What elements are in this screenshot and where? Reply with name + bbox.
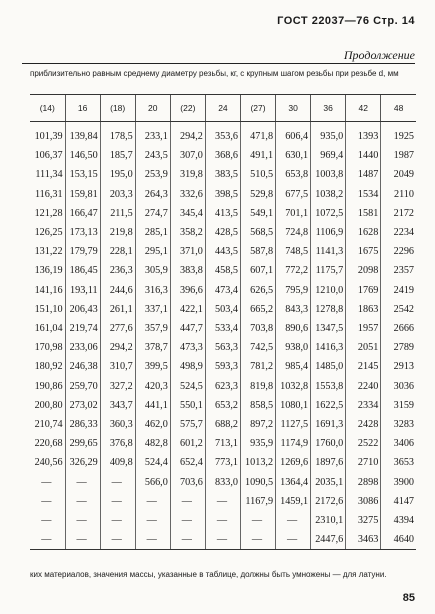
table-cell: 206,43 (65, 300, 100, 319)
table-row (30, 165, 416, 184)
table-cell: 1090,5 (240, 473, 275, 492)
table-cell: 195,0 (100, 165, 135, 184)
table-cell: 677,5 (276, 185, 311, 204)
table-cell: 159,81 (65, 185, 100, 204)
table-cell: 178,5 (100, 122, 135, 147)
table-cell: 653,8 (276, 165, 311, 184)
table-header-row (30, 95, 416, 122)
table-cell: — (100, 530, 135, 550)
table-cell: 1628 (346, 223, 381, 242)
table-cell: 1987 (381, 146, 416, 165)
table-cell: 2542 (381, 300, 416, 319)
table-cell: 2428 (346, 415, 381, 434)
footnote: ких материалов, значения массы, указанные в таблице, должны быть умножены — для латуни. (30, 570, 387, 579)
table-cell: 447,7 (170, 319, 205, 338)
table-cell: 153,15 (65, 165, 100, 184)
table-cell: 210,74 (34, 419, 63, 431)
table-cell: 601,2 (170, 434, 205, 453)
table-cell: 652,4 (170, 453, 205, 472)
table-cell: 524,5 (170, 377, 205, 396)
table-cell: 3036 (381, 377, 416, 396)
table-row (30, 223, 416, 242)
table-cell: 4147 (381, 492, 416, 511)
table-cell: 563,3 (205, 338, 240, 357)
table-cell: 274,7 (135, 204, 170, 223)
table-cell: 1210,0 (311, 281, 346, 300)
table-cell: 1167,9 (240, 492, 275, 511)
table-cell: 443,5 (205, 242, 240, 261)
table-cell: 1106,9 (311, 223, 346, 242)
table-cell: 713,1 (205, 434, 240, 453)
table-cell: 368,6 (205, 146, 240, 165)
table-cell: 193,11 (65, 281, 100, 300)
table-cell: 295,1 (135, 242, 170, 261)
table-cell: 170,98 (34, 342, 63, 354)
table-cell: 1581 (346, 204, 381, 223)
table-cell: 246,38 (65, 357, 100, 376)
table-cell: 219,74 (65, 319, 100, 338)
table-cell: 935,9 (240, 434, 275, 453)
table-row (30, 511, 416, 530)
table-cell: 2035,1 (311, 473, 346, 492)
table-cell: 833,0 (205, 473, 240, 492)
table-cell: 2419 (381, 281, 416, 300)
table-cell: 1174,9 (276, 434, 311, 453)
table-cell: 101,39 (34, 131, 63, 142)
table-cell: 383,5 (205, 165, 240, 184)
table-row (30, 530, 416, 550)
table-cell: — (100, 473, 135, 492)
table-cell: 228,1 (100, 242, 135, 261)
table-cell: 337,1 (135, 300, 170, 319)
standard-number: ГОСТ 22037—76 (277, 15, 370, 27)
table-cell: 1127,5 (276, 415, 311, 434)
table-cell: — (30, 530, 65, 550)
column-header: (14) (30, 95, 65, 122)
table-cell: 116,31 (34, 188, 63, 200)
table-cell: 566,0 (135, 473, 170, 492)
table-cell: — (65, 530, 100, 550)
table-cell: 587,8 (240, 242, 275, 261)
table-cell: 166,47 (65, 204, 100, 223)
table-cell: 1003,8 (311, 165, 346, 184)
table-cell: 473,3 (170, 338, 205, 357)
continuation-label: Продолжение (343, 48, 415, 62)
table-cell: 607,1 (240, 261, 275, 280)
table-cell: — (240, 511, 275, 530)
table-cell: 3900 (381, 473, 416, 492)
table-cell: — (240, 530, 275, 550)
table-cell: 1393 (346, 122, 381, 147)
table-cell: 3406 (381, 434, 416, 453)
table-cell: 139,84 (65, 122, 100, 147)
table-cell: 398,5 (205, 185, 240, 204)
table-cell: — (135, 530, 170, 550)
table-cell: 2710 (346, 453, 381, 472)
table-cell: 935,0 (311, 122, 346, 147)
table-cell: 795,9 (276, 281, 311, 300)
table-row (30, 377, 416, 396)
table-cell: 371,0 (170, 242, 205, 261)
table-cell: 253,9 (135, 165, 170, 184)
table-cell: 1013,2 (240, 453, 275, 472)
table-cell: 326,29 (65, 453, 100, 472)
table-cell: 1416,3 (311, 338, 346, 357)
table-cell: 305,9 (135, 261, 170, 280)
table-cell: 1269,6 (276, 453, 311, 472)
table-cell: 593,3 (205, 357, 240, 376)
table-cell: 533,4 (205, 319, 240, 338)
table-cell: 2049 (381, 165, 416, 184)
table-cell: — (205, 492, 240, 511)
table-cell: 748,5 (276, 242, 311, 261)
table-cell: 409,8 (100, 453, 135, 472)
table-cell: 2310,1 (311, 511, 346, 530)
table-cell: 575,7 (170, 415, 205, 434)
column-header: 24 (205, 95, 240, 122)
table-cell: 510,5 (240, 165, 275, 184)
table-cell: 1691,3 (311, 415, 346, 434)
table-cell: 121,28 (34, 207, 63, 219)
table-cell: 211,5 (100, 204, 135, 223)
table-cell: — (170, 511, 205, 530)
table-cell: 3283 (381, 415, 416, 434)
table-cell: 858,5 (240, 396, 275, 415)
table-cell: 360,3 (100, 415, 135, 434)
table-row (30, 319, 416, 338)
table-cell: 357,9 (135, 319, 170, 338)
table-cell: 969,4 (311, 146, 346, 165)
table-cell: 1347,5 (311, 319, 346, 338)
table-cell: 277,6 (100, 319, 135, 338)
table-cell: 399,5 (135, 357, 170, 376)
table-cell: 2522 (346, 434, 381, 453)
table-cell: 688,2 (205, 415, 240, 434)
table-cell: 376,8 (100, 434, 135, 453)
table-cell: — (135, 492, 170, 511)
table-cell: 3463 (346, 530, 381, 550)
table-cell: 1957 (346, 319, 381, 338)
table-cell: 1175,7 (311, 261, 346, 280)
table-cell: 1485,0 (311, 357, 346, 376)
table-cell: 294,2 (100, 338, 135, 357)
table-cell: 190,86 (34, 380, 63, 392)
table-cell: — (65, 492, 100, 511)
table-cell: 310,7 (100, 357, 135, 376)
table-cell: 568,5 (240, 223, 275, 242)
table-cell: 141,16 (34, 284, 63, 296)
table-cell: 1675 (346, 242, 381, 261)
table-cell: 890,6 (276, 319, 311, 338)
table-cell: — (41, 476, 52, 488)
table-row (30, 338, 416, 357)
table-cell: 2098 (346, 261, 381, 280)
table-cell: 772,2 (276, 261, 311, 280)
table-cell: 2172 (381, 204, 416, 223)
table-cell: 285,1 (135, 223, 170, 242)
table-cell: — (135, 511, 170, 530)
table-cell: 1032,8 (276, 377, 311, 396)
table-cell: 550,1 (170, 396, 205, 415)
table-cell: 307,0 (170, 146, 205, 165)
table-cell: 1553,8 (311, 377, 346, 396)
table-cell: 428,5 (205, 223, 240, 242)
table-cell: 985,4 (276, 357, 311, 376)
table-cell: 219,8 (100, 223, 135, 242)
table-cell: 819,8 (240, 377, 275, 396)
table-cell: 843,3 (276, 300, 311, 319)
table-caption: приблизительно равным среднему диаметру резьбы, кг, с крупным шагом резьбы при резьбе d, мм (30, 69, 399, 78)
table-cell: 524,4 (135, 453, 170, 472)
table-cell: 458,5 (205, 261, 240, 280)
table-row (30, 453, 416, 472)
table-cell: 703,8 (240, 319, 275, 338)
table-row (30, 396, 416, 415)
table-cell: 236,3 (100, 261, 135, 280)
table-cell: 2051 (346, 338, 381, 357)
table-cell: 422,1 (170, 300, 205, 319)
table-cell: 220,68 (34, 438, 63, 450)
table-cell: 273,02 (65, 396, 100, 415)
table-cell: 179,79 (65, 242, 100, 261)
table-cell: 2296 (381, 242, 416, 261)
table-cell: 4640 (381, 530, 416, 550)
table-row (30, 473, 416, 492)
table-cell: — (100, 492, 135, 511)
table-cell: 2145 (346, 357, 381, 376)
table-cell: 773,1 (205, 453, 240, 472)
table-cell: 623,3 (205, 377, 240, 396)
column-header: 36 (311, 95, 346, 122)
table-cell: 383,8 (170, 261, 205, 280)
table-cell: 3653 (381, 453, 416, 472)
table-cell: 2234 (381, 223, 416, 242)
table-cell: 420,3 (135, 377, 170, 396)
table-cell: — (100, 511, 135, 530)
table-cell: 136,19 (34, 265, 63, 277)
table-cell: 396,6 (170, 281, 205, 300)
table-cell: 240,56 (34, 457, 63, 469)
table-row (30, 281, 416, 300)
column-header: 42 (346, 95, 381, 122)
table-cell: 2666 (381, 319, 416, 338)
table-cell: 503,4 (205, 300, 240, 319)
table-cell: 319,8 (170, 165, 205, 184)
column-header: 16 (65, 95, 100, 122)
table-cell: 1897,6 (311, 453, 346, 472)
table-cell: 2447,6 (311, 530, 346, 550)
table-cell: 180,92 (34, 361, 63, 373)
table-cell: — (41, 495, 52, 507)
table-cell: 1863 (346, 300, 381, 319)
table-cell: 1440 (346, 146, 381, 165)
table-cell: 482,8 (135, 434, 170, 453)
table-cell: 111,34 (35, 169, 63, 181)
table-cell: 233,1 (135, 122, 170, 147)
table-cell: 1141,3 (311, 242, 346, 261)
column-header: (27) (240, 95, 275, 122)
table-cell: 4394 (381, 511, 416, 530)
table-cell: 1534 (346, 185, 381, 204)
table-cell: 243,5 (135, 146, 170, 165)
table-row (30, 300, 416, 319)
table-cell: 173,13 (65, 223, 100, 242)
table-cell: 1760,0 (311, 434, 346, 453)
table-row (30, 434, 416, 453)
table-cell: 299,65 (65, 434, 100, 453)
table-cell: — (276, 511, 311, 530)
table-cell: 286,33 (65, 415, 100, 434)
table-cell: 1364,4 (276, 473, 311, 492)
table-cell: 203,3 (100, 185, 135, 204)
table-cell: 294,2 (170, 122, 205, 147)
table-cell: 1622,5 (311, 396, 346, 415)
table-cell: — (65, 473, 100, 492)
table-cell: 897,2 (240, 415, 275, 434)
table-cell: — (170, 492, 205, 511)
table-cell: 938,0 (276, 338, 311, 357)
table-cell: 441,1 (135, 396, 170, 415)
table-cell: 106,37 (34, 150, 63, 162)
table-cell: 2789 (381, 338, 416, 357)
table-cell: — (41, 515, 52, 527)
table-cell: 146,50 (65, 146, 100, 165)
table-cell: 343,7 (100, 396, 135, 415)
table-cell: 1038,2 (311, 185, 346, 204)
table-cell: 3159 (381, 396, 416, 415)
table-cell: 244,6 (100, 281, 135, 300)
page-label: Стр. 14 (373, 15, 415, 27)
table-cell: 345,4 (170, 204, 205, 223)
table-cell: — (65, 511, 100, 530)
table-cell: 724,8 (276, 223, 311, 242)
table-row (30, 242, 416, 261)
table-cell: 2240 (346, 377, 381, 396)
table-cell: 2172,6 (311, 492, 346, 511)
table-row (30, 357, 416, 376)
table-cell: 781,2 (240, 357, 275, 376)
page-header (277, 15, 415, 27)
table-row (30, 492, 416, 511)
table-cell: 549,1 (240, 204, 275, 223)
table-cell: 1072,5 (311, 204, 346, 223)
table-cell: 3275 (346, 511, 381, 530)
table-cell: 703,6 (170, 473, 205, 492)
table-row (30, 204, 416, 223)
table-cell: 1278,8 (311, 300, 346, 319)
table-cell: 626,5 (240, 281, 275, 300)
column-header: 20 (135, 95, 170, 122)
table-cell: 259,70 (65, 377, 100, 396)
table-cell: — (205, 530, 240, 550)
table-cell: — (276, 530, 311, 550)
table-cell: 1925 (381, 122, 416, 147)
page-number: 85 (402, 592, 415, 604)
table-cell: 186,45 (65, 261, 100, 280)
table-cell: 264,3 (135, 185, 170, 204)
table-cell: 233,06 (65, 338, 100, 357)
table-cell: 653,2 (205, 396, 240, 415)
column-header: 30 (276, 95, 311, 122)
table-cell: 161,04 (34, 323, 63, 335)
table-cell: 358,2 (170, 223, 205, 242)
table-cell: 701,1 (276, 204, 311, 223)
table-cell: 261,1 (100, 300, 135, 319)
table-cell: 1487 (346, 165, 381, 184)
table-row (30, 146, 416, 165)
weight-table (30, 94, 416, 550)
table-cell: 2334 (346, 396, 381, 415)
table-cell: 316,3 (135, 281, 170, 300)
table-cell: 498,9 (170, 357, 205, 376)
table-row (30, 122, 416, 147)
table-cell: 332,6 (170, 185, 205, 204)
table-cell: 1459,1 (276, 492, 311, 511)
table-cell: 200,80 (34, 399, 63, 411)
table-body (30, 122, 416, 550)
table-cell: 529,8 (240, 185, 275, 204)
table-cell: 491,1 (240, 146, 275, 165)
table-cell: 471,8 (240, 122, 275, 147)
table-cell: 413,5 (205, 204, 240, 223)
table-cell: 185,7 (100, 146, 135, 165)
table-cell: 1080,1 (276, 396, 311, 415)
table-cell: 2357 (381, 261, 416, 280)
column-header: (18) (100, 95, 135, 122)
table-row (30, 261, 416, 280)
table-cell: 353,6 (205, 122, 240, 147)
table-cell: 606,4 (276, 122, 311, 147)
table-cell: 742,5 (240, 338, 275, 357)
table-cell: 2913 (381, 357, 416, 376)
column-header: (22) (170, 95, 205, 122)
table-cell: 462,0 (135, 415, 170, 434)
table-cell: 2898 (346, 473, 381, 492)
table-cell: 1769 (346, 281, 381, 300)
header-rule (22, 63, 415, 64)
table-row (30, 185, 416, 204)
table-cell: 327,2 (100, 377, 135, 396)
table-cell: 151,10 (34, 303, 63, 315)
table-cell: 630,1 (276, 146, 311, 165)
table-cell: 3086 (346, 492, 381, 511)
table-cell: 126,25 (34, 227, 63, 239)
table-cell: 665,2 (240, 300, 275, 319)
table-cell: 131,22 (34, 246, 63, 258)
table-cell: — (170, 530, 205, 550)
table-cell: 378,7 (135, 338, 170, 357)
column-header: 48 (381, 95, 416, 122)
table-cell: 473,4 (205, 281, 240, 300)
table-row (30, 415, 416, 434)
table-cell: — (205, 511, 240, 530)
table-cell: 2110 (381, 185, 416, 204)
